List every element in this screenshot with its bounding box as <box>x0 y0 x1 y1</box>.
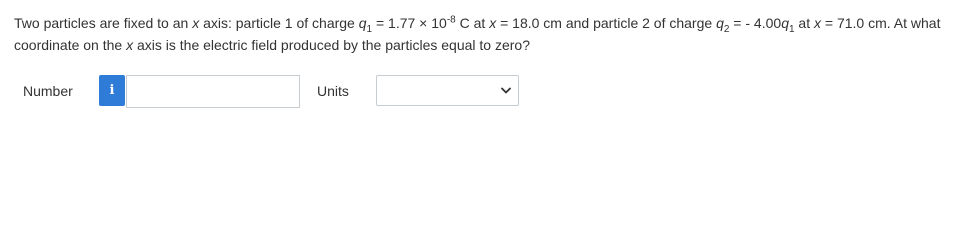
question-part: = 1.77 × 10 <box>372 15 447 31</box>
subscript: 1 <box>366 23 373 35</box>
variable-x: x <box>192 15 200 31</box>
subscript: 1 <box>788 23 795 35</box>
variable-q: q <box>358 15 367 31</box>
units-label: Units <box>317 83 349 99</box>
exponent: -8 <box>446 14 456 26</box>
answer-row <box>0 74 954 108</box>
units-select[interactable] <box>376 75 519 106</box>
number-label: Number <box>23 83 73 99</box>
chevron-down-icon <box>501 87 511 95</box>
variable-x: x <box>814 15 822 31</box>
question-text <box>14 12 949 56</box>
variable-x: x <box>489 15 497 31</box>
question-part: Two particles are fixed to an <box>14 15 193 31</box>
question-part: axis: particle 1 of charge <box>199 15 359 31</box>
variable-q: q <box>716 15 724 31</box>
subscript: 2 <box>723 23 730 35</box>
question-part: C at <box>455 15 490 31</box>
question-part: = 18.0 cm and particle 2 of charge <box>496 15 717 31</box>
variable-x: x <box>126 37 134 53</box>
question-part: axis is the electric field produced by the particles equal to zero? <box>133 37 530 53</box>
variable-q: q <box>781 15 789 31</box>
number-input[interactable] <box>126 75 300 108</box>
question-part: = 71.0 cm. At what coordinate on the <box>14 15 941 53</box>
question-part: at <box>794 15 815 31</box>
info-button[interactable] <box>99 75 125 106</box>
question-part: = - 4.00 <box>729 15 782 31</box>
info-icon: i <box>109 83 115 98</box>
